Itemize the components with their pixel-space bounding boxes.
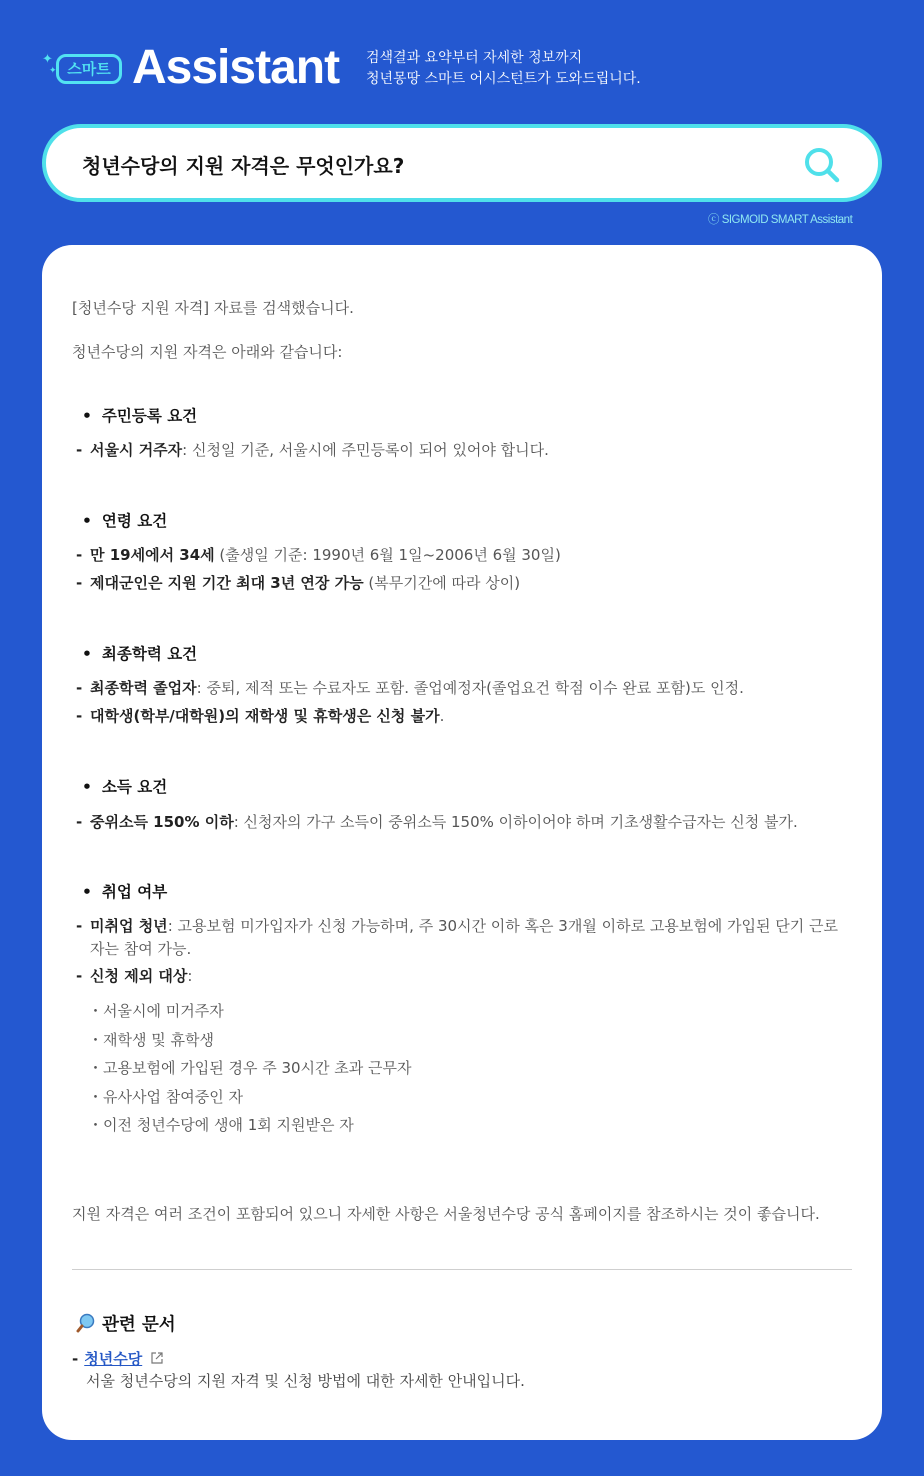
search-bar[interactable] (42, 124, 882, 202)
section-title: • 취업 여부 (82, 883, 168, 901)
list-item: - 대학생(학부/대학원)의 재학생 및 휴학생은 신청 불가. (76, 707, 445, 725)
tagline-line: 검색결과 요약부터 자세한 정보까지 (366, 50, 583, 66)
search-icon[interactable] (802, 145, 842, 185)
list-item: - 제대군인은 지원 기간 최대 3년 연장 가능 (복무기간에 따라 상이) (76, 574, 521, 592)
answer-intro: [청년수당 지원 자격] 자료를 검색했습니다. (72, 299, 354, 317)
copyright: ⓒ SIGMOID SMART Assistant (708, 214, 853, 226)
answer-closing: 지원 자격은 여러 조건이 포함되어 있으니 자세한 사항은 서울청년수당 공식 홈페이지를 참조하시는 것이 좋습니다. (72, 1205, 820, 1223)
header (0, 0, 924, 120)
section-title-text: 취업 여부 (101, 883, 168, 901)
search-query[interactable]: 청년수당의 지원 자격은 무엇인가요? (82, 154, 405, 178)
list-dash: - (72, 1350, 79, 1368)
section-title: • 최종학력 요건 (82, 645, 198, 663)
related-doc-description: 서울 청년수당의 지원 자격 및 신청 방법에 대한 자세한 안내입니다. (86, 1372, 525, 1390)
external-link-icon[interactable] (151, 1352, 163, 1364)
list-item: - 서울시 거주자: 신청일 기준, 서울시에 주민등록이 되어 있어야 합니다. (76, 441, 549, 459)
answer-card (42, 245, 882, 1440)
sub-item: ・고용보험에 가입된 경우 주 30시간 초과 근무자 (88, 1059, 412, 1077)
answer-intro: 청년수당의 지원 자격은 아래와 같습니다: (72, 343, 343, 361)
section-title-text: 소득 요건 (101, 778, 168, 796)
section-title: • 소득 요건 (82, 778, 168, 796)
divider (72, 1269, 852, 1270)
section-title-text: 연령 요건 (101, 512, 168, 530)
sub-item: ・유사사업 참여중인 자 (88, 1088, 243, 1106)
list-item: - 미취업 청년: 고용보험 미가입자가 신청 가능하며, 주 30시간 이하 혹은 3개월 이하로 고용보험에 가입된 단기 근로자는 참여 가능. (76, 917, 839, 958)
related-title-text: 관련 문서 (102, 1315, 176, 1335)
list-item: - 최종학력 졸업자: 중퇴, 제적 또는 수료자도 포함. 졸업예정자(졸업요건 학점 이수 완료 포함)도 인정. (76, 679, 744, 697)
related-item (72, 1348, 163, 1369)
tagline (366, 48, 641, 90)
related-doc-link[interactable]: 청년수당 (84, 1350, 143, 1368)
smart-badge: 스마트 (56, 54, 122, 84)
section-title-text: 주민등록 요건 (101, 407, 198, 425)
related-docs-title (76, 1311, 176, 1336)
logo-title: Assistant (132, 41, 340, 94)
sub-item: ・재학생 및 휴학생 (88, 1031, 214, 1049)
list-item: - 신청 제외 대상: (76, 967, 193, 985)
section-title: • 연령 요건 (82, 512, 168, 530)
magnifier-icon (76, 1313, 96, 1333)
tagline-line: 청년몽땅 스마트 어시스턴트가 도와드립니다. (366, 71, 641, 87)
sparkle-icon: ✦ (42, 52, 53, 67)
sub-item: ・서울시에 미거주자 (88, 1002, 224, 1020)
sub-item: ・이전 청년수당에 생애 1회 지원받은 자 (88, 1116, 354, 1134)
list-item: - 중위소득 150% 이하: 신청자의 가구 소득이 중위소득 150% 이하이어야 하며 기초생활수급자는 신청 불가. (76, 813, 798, 831)
sparkle-icon: ✦ (49, 66, 57, 76)
list-item: - 만 19세에서 34세 (출생일 기준: 1990년 6월 1일~2006년 6월 30일) (76, 546, 561, 564)
section-title-text: 최종학력 요건 (101, 645, 198, 663)
section-title: • 주민등록 요건 (82, 407, 198, 425)
